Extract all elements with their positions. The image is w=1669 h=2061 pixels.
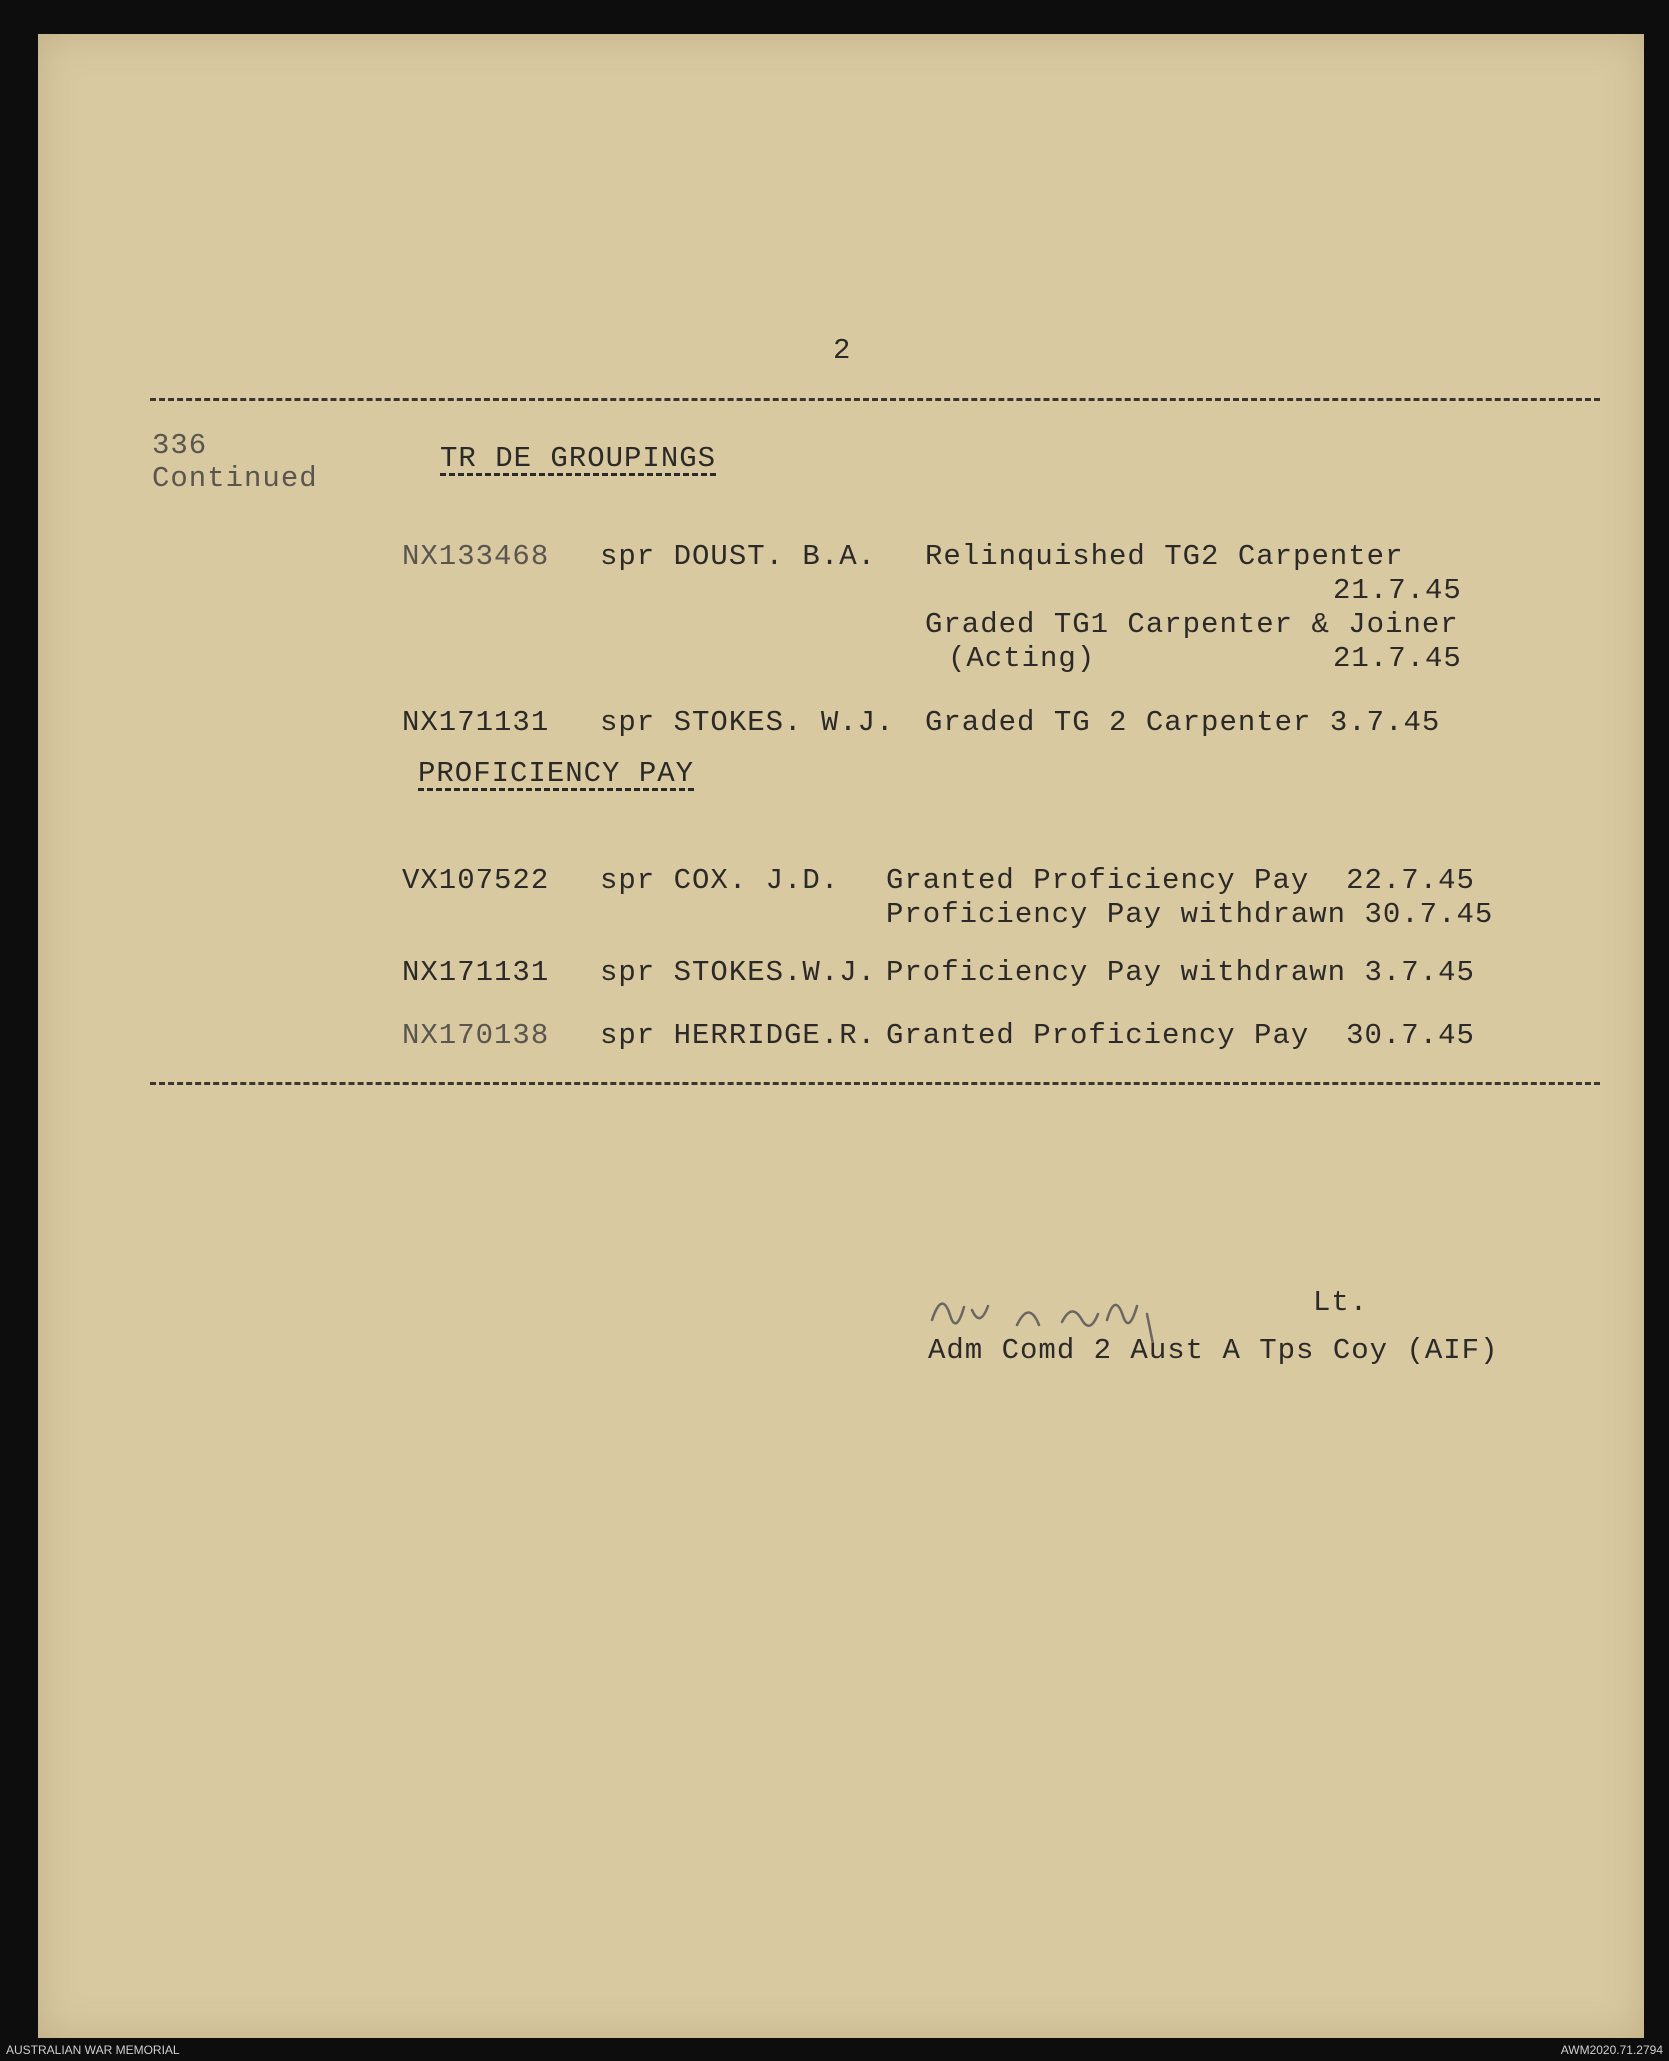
entry-date: 21.7.45 — [1333, 574, 1462, 607]
rank-name: spr COX. J.D. — [600, 864, 840, 897]
service-number: NX133468 — [402, 540, 550, 573]
top-divider — [150, 398, 1600, 401]
entry-detail: Granted Proficiency Pay 30.7.45 — [886, 1019, 1475, 1052]
service-number: VX107522 — [402, 864, 550, 897]
entry-detail: Graded TG 2 Carpenter 3.7.45 — [925, 706, 1441, 739]
rank-name: spr HERRIDGE.R. — [600, 1019, 877, 1052]
entry-detail: Proficiency Pay withdrawn 30.7.45 — [886, 898, 1494, 931]
trade-groupings-heading: TR DE GROUPINGS — [440, 442, 717, 475]
entry-date: 21.7.45 — [1333, 642, 1462, 675]
service-number: NX171131 — [402, 956, 550, 989]
reference-continued: Continued — [152, 462, 318, 495]
entry-detail: Proficiency Pay withdrawn 3.7.45 — [886, 956, 1475, 989]
service-number: NX170138 — [402, 1019, 550, 1052]
rank-name: spr STOKES. W.J. — [600, 706, 895, 739]
service-number: NX171131 — [402, 706, 550, 739]
entry-detail: Granted Proficiency Pay 22.7.45 — [886, 864, 1475, 897]
signature-rank: Lt. — [1313, 1286, 1369, 1319]
page-number: 2 — [833, 334, 852, 367]
reference-number: 336 — [152, 429, 208, 462]
entry-detail: (Acting) — [948, 642, 1096, 675]
document-page — [38, 34, 1644, 2038]
rank-name: spr STOKES.W.J. — [600, 956, 877, 989]
bottom-divider — [150, 1082, 1600, 1085]
rank-name: spr DOUST. B.A. — [600, 540, 877, 573]
signature-title: Adm Comd 2 Aust A Tps Coy (AIF) — [928, 1334, 1499, 1367]
proficiency-pay-heading: PROFICIENCY PAY — [418, 757, 695, 790]
footer-reference: AWM2020.71.2794 — [1560, 2043, 1663, 2057]
entry-detail: Graded TG1 Carpenter & Joiner — [925, 608, 1459, 641]
footer-institution: AUSTRALIAN WAR MEMORIAL — [6, 2043, 180, 2057]
entry-detail: Relinquished TG2 Carpenter — [925, 540, 1404, 573]
